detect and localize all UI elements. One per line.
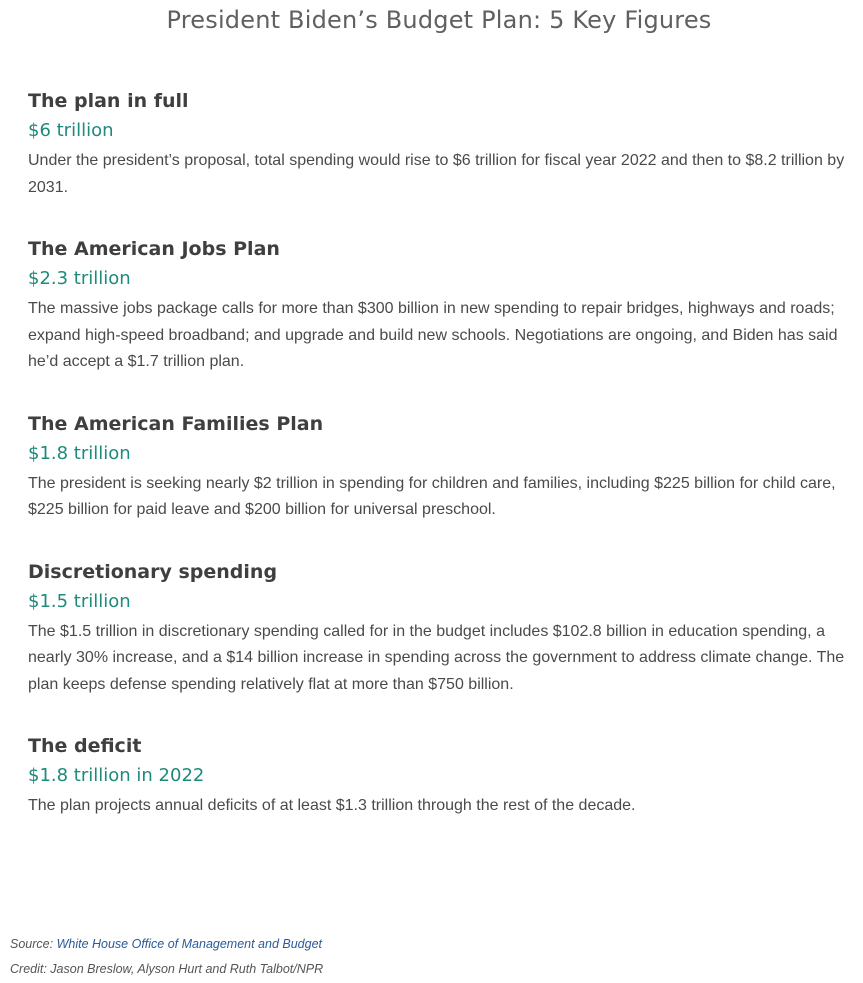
key-figures-list [28, 88, 853, 855]
figure-heading: The American Families Plan [28, 412, 324, 435]
figure-value: $1.5 trillion [28, 590, 131, 612]
source-link[interactable]: White House Office of Management and Budget [56, 937, 323, 951]
figure-plan-in-full [28, 88, 853, 201]
page-title: President Biden’s Budget Plan: 5 Key Figures [166, 6, 712, 34]
figure-description: The $1.5 trillion in discretionary spending called for in the budget includes $102.8 billion in education spending, a nearly 30% increase, and a $14 billion increase in spending across the government to address climate change. The plan keeps defense spending relatively flat at more than $750 billion. [28, 622, 845, 693]
figure-value: $2.3 trillion [28, 268, 131, 289]
figure-discretionary-spending [28, 559, 853, 699]
figure-heading: The deficit [28, 735, 142, 757]
credit-line: Credit: Jason Breslow, Alyson Hurt and Ruth Talbot/NPR [10, 962, 324, 976]
figure-description: The massive jobs package calls for more than $300 billion in new spending to repair bridges, highways and roads; expand high-speed broadband; and upgrade and build new schools. Negotiations are ongoing, and Biden has said he’d accept a $1.7 trillion plan. [28, 300, 838, 370]
figure-heading: Discretionary spending [28, 560, 278, 583]
figure-heading: The plan in full [28, 90, 189, 112]
figure-description: The president is seeking nearly $2 trillion in spending for children and families, including $225 billion for child care, $225 billion for paid leave and $200 billion for universal preschool. [28, 474, 836, 518]
figure-deficit [28, 733, 853, 820]
figure-description: The plan projects annual deficits of at least $1.3 trillion through the rest of the decade. [28, 797, 636, 814]
figure-value: $1.8 trillion in 2022 [28, 765, 205, 786]
source-label: Source: [10, 937, 54, 951]
source-line [10, 932, 323, 957]
footer [10, 932, 323, 982]
figure-description: Under the president’s proposal, total spending would rise to $6 trillion for fiscal year 2022 and then to $8.2 trillion by 2031. [28, 152, 845, 196]
figure-value: $1.8 trillion [28, 442, 131, 464]
figure-value: $6 trillion [28, 120, 114, 141]
figure-american-families-plan [28, 411, 853, 524]
figure-heading: The American Jobs Plan [28, 238, 280, 260]
figure-american-jobs-plan [28, 236, 853, 376]
